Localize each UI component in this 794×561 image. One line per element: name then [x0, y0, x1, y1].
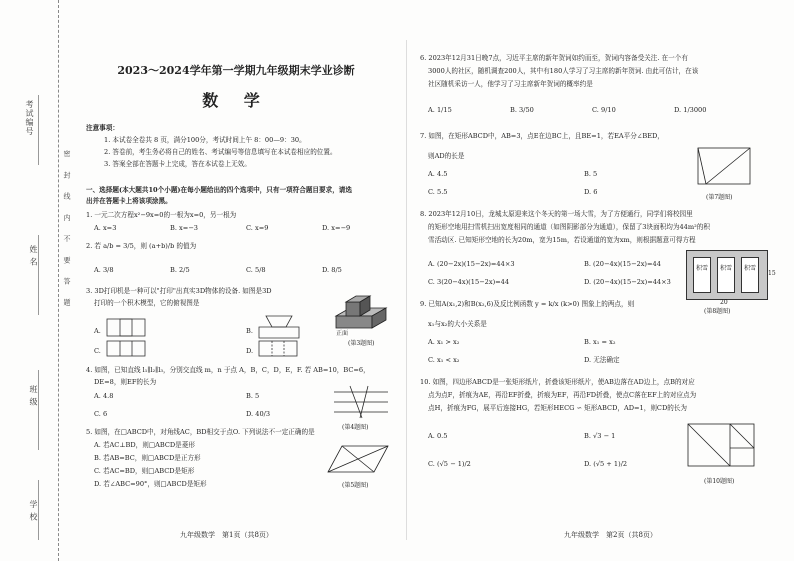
exam-id-label: 考试编号 [25, 100, 34, 136]
q4-stem-cont: DE=8，则EF的长为 [94, 378, 157, 386]
q9-stem-cont: x₁与x₂的大小关系是 [428, 320, 487, 328]
q8-figure-caption: (第8题图) [704, 308, 731, 315]
q7-option-a: A. 4.5 [428, 170, 448, 178]
q3-option-a: A. [94, 327, 101, 335]
q6-stem-cont: 3000人的社区，随机调查200人，其中有180人学习了习主席的新年贺词. 由此可估计，在该 [428, 67, 699, 75]
q2-option-d: D. 8/5 [322, 266, 342, 274]
q3-figure-caption: (第3题图) [348, 340, 375, 347]
q10-figure-caption: (第10题图) [704, 478, 735, 485]
q2-option-b: B. 2/5 [170, 266, 190, 274]
q10-option-a: A. 0.5 [428, 432, 448, 440]
fill-line [38, 480, 39, 540]
q5-stem: 5. 如图，在□ABCD中，对角线AC，BD相交于点O. 下列说法不一定正确的是 [86, 428, 315, 436]
q7-stem: 7. 如图，在矩形ABCD中，AB=3，点E在边BC上，且BE=1，若EA平分∠BED， [420, 132, 664, 140]
snow-area: 积雪 [693, 257, 711, 293]
q9-option-d: D. 无法确定 [584, 356, 620, 364]
q3-stem: 3. 3D打印机是一种可以"打印"出真实3D物体的设备. 如图是3D [86, 287, 272, 295]
snow-area: 积雪 [741, 257, 759, 293]
q4-option-b: B. 5 [246, 392, 260, 400]
q7-figure-rectangle [692, 142, 756, 192]
q3-option-b: B. [246, 327, 253, 335]
school-label: 学 校 [29, 500, 38, 522]
q9-stem: 9. 已知A(x₁,2)和B(x₂,6)及反比例函数 y = k/x (k>0) 图象上的两点，则 [420, 300, 635, 308]
q1-option-c: C. x=9 [246, 224, 269, 232]
binding-warning: 密 封 线 内 不 要 答 题 [63, 150, 71, 312]
q2-option-c: C. 5/8 [246, 266, 266, 274]
q8-figure-snow-field [686, 250, 768, 300]
fill-line [38, 95, 39, 165]
q4-option-c: C. 6 [94, 410, 108, 418]
q3-option-a-figure [106, 318, 146, 338]
q1-option-d: D. x=−9 [322, 224, 351, 232]
q7-option-c: C. 5.5 [428, 188, 448, 196]
q1-option-b: B. x=−3 [170, 224, 199, 232]
q3-option-b-figure [258, 315, 300, 339]
q6-option-d: D. 1/3000 [674, 106, 707, 114]
notice-item: 1. 本试卷全卷共 8 页，满分100分，考试时间上午 8：00—9：30。 [104, 136, 306, 144]
q7-stem-cont: 则AD的长是 [428, 152, 465, 160]
q8-height-label: 15 [768, 270, 776, 277]
q4-option-a: A. 4.8 [94, 392, 114, 400]
page-1 [70, 0, 402, 561]
q3-option-d-figure [258, 340, 298, 358]
page-2 [414, 0, 786, 561]
q6-option-b: B. 3/50 [510, 106, 534, 114]
q3-stem-cont: 打印的一个积木模型，它的俯视图是 [94, 299, 200, 307]
q8-option-c: C. 3(20−4x)(15−2x)=44 [428, 278, 510, 286]
fill-line [38, 235, 39, 315]
q7-option-d: D. 6 [584, 188, 598, 196]
q3-option-c: C. [94, 347, 101, 355]
q3-front-label: 正面 [336, 330, 349, 337]
class-label: 班 级 [29, 385, 38, 407]
q7-option-b: B. 5 [584, 170, 598, 178]
q6-option-a: A. 1/15 [428, 106, 452, 114]
snow-area: 积雪 [717, 257, 735, 293]
q3-option-c-figure [106, 340, 146, 358]
q4-figure-caption: (第4题图) [342, 424, 369, 431]
q5-figure-caption: (第5题图) [342, 482, 369, 489]
q9-option-a: A. x₁ > x₂ [428, 338, 460, 346]
subject-title: 数 学 [202, 91, 270, 110]
q1-stem: 1. 一元二次方程x²−9x=0的一根为x=0，另一根为 [86, 211, 237, 219]
q7-figure-caption: (第7题图) [706, 194, 733, 201]
q10-stem-cont: 点为点F，折痕为AE，再沿EF折叠，折痕为EF，再沿FD折叠，使点C落在EF上的对应点为 [428, 391, 697, 399]
q8-option-d: D. (20−4x)(15−2x)=44×3 [584, 278, 671, 286]
q5-figure-parallelogram [326, 442, 392, 478]
q6-stem: 6. 2023年12月31日晚7点，习近平主席的新年贺词如约而至，贺词内容备受关注. 在一个有 [420, 54, 688, 62]
q8-stem-cont: 雪活动区. 已知矩形空地的长为20m，宽为15m，若设通道的宽为xm，则根据题意可得方程 [428, 236, 696, 244]
q10-stem: 10. 如图，四边形ABCD是一张矩形纸片，折叠该矩形纸片，使AB边落在AD边上，点B的对应 [420, 378, 695, 386]
section-title: 一、选择题(本大题共10个小题)在每小题给出的四个选项中，只有一项符合题目要求，请选 [86, 186, 352, 194]
exam-title: 2023～2024学年第一学期九年级期末学业诊断 [117, 64, 355, 77]
q9-option-c: C. x₁ < x₂ [428, 356, 460, 364]
q6-stem-cont: 社区随机采访一人，他学习了习主席新年贺词的概率约是 [428, 80, 593, 88]
column-divider [406, 40, 407, 540]
q8-stem: 8. 2023年12月10日，龙城太原迎来这个冬天的第一场大雪，为了方便通行，同学们将校园里 [420, 210, 693, 218]
q5-option-b: B. 若AB=BC，则□ABCD是正方形 [94, 454, 201, 462]
q10-option-b: B. √3 − 1 [584, 432, 616, 440]
q10-option-c: C. (√5 − 1)/2 [428, 460, 471, 468]
q8-stem-cont: 的矩形空地用扫雪机扫出宽度相同的通道（如图阴影部分为通道），保留了3块面积均为44m²的积 [428, 223, 710, 231]
q10-stem-cont: 点H，折痕为FG，展平后连接HG，若矩形HECG ∽ 矩形ABCD，AD=1，则CD的长为 [428, 404, 688, 412]
binding-strip [0, 0, 59, 561]
fill-line [38, 370, 39, 450]
q6-option-c: C. 9/10 [592, 106, 616, 114]
q10-option-d: D. (√5 + 1)/2 [584, 460, 628, 468]
page-1-footer: 九年级数学 第1页（共8页） [180, 531, 273, 539]
page-2-footer: 九年级数学 第2页（共8页） [564, 531, 657, 539]
q5-option-c: C. 若AC=BD，则□ABCD是矩形 [94, 467, 195, 475]
q8-width-label: 20 [720, 299, 728, 306]
q8-option-b: B. (20−4x)(15−2x)=44 [584, 260, 661, 268]
q4-figure-parallel-lines [332, 384, 392, 424]
notice-item: 2. 答卷前，考生务必将自己的姓名、考试编号等信息填写在本试卷相应的位置。 [104, 148, 337, 156]
q3-option-d: D. [246, 347, 254, 355]
q4-stem: 4. 如图，已知直线 l₁∥l₂∥l₃，分别交直线 m，n 于点 A，B，C，D，E，F. 若 AB=10，BC=6， [86, 366, 370, 374]
q2-stem: 2. 若 a/b = 3/5，则 (a+b)/b 的值为 [86, 242, 197, 250]
q1-option-a: A. x=3 [94, 224, 117, 232]
notice-title: 注意事项： [86, 124, 119, 132]
q10-figure-folded-rectangle [684, 420, 760, 476]
name-label: 姓 名 [29, 245, 38, 267]
q8-option-a: A. (20−2x)(15−2x)=44×3 [428, 260, 515, 268]
q5-option-d: D. 若∠ABC=90°，则□ABCD是矩形 [94, 480, 207, 488]
q4-option-d: D. 40/3 [246, 410, 271, 418]
section-title-cont: 出并在答题卡上将该项涂黑。 [86, 197, 172, 205]
q2-option-a: A. 3/8 [94, 266, 114, 274]
q9-option-b: B. x₁ = x₂ [584, 338, 616, 346]
notice-item: 3. 答案全部在答题卡上完成，答在本试卷上无效。 [104, 160, 251, 168]
q5-option-a: A. 若AC⊥BD，则□ABCD是菱形 [94, 441, 195, 449]
